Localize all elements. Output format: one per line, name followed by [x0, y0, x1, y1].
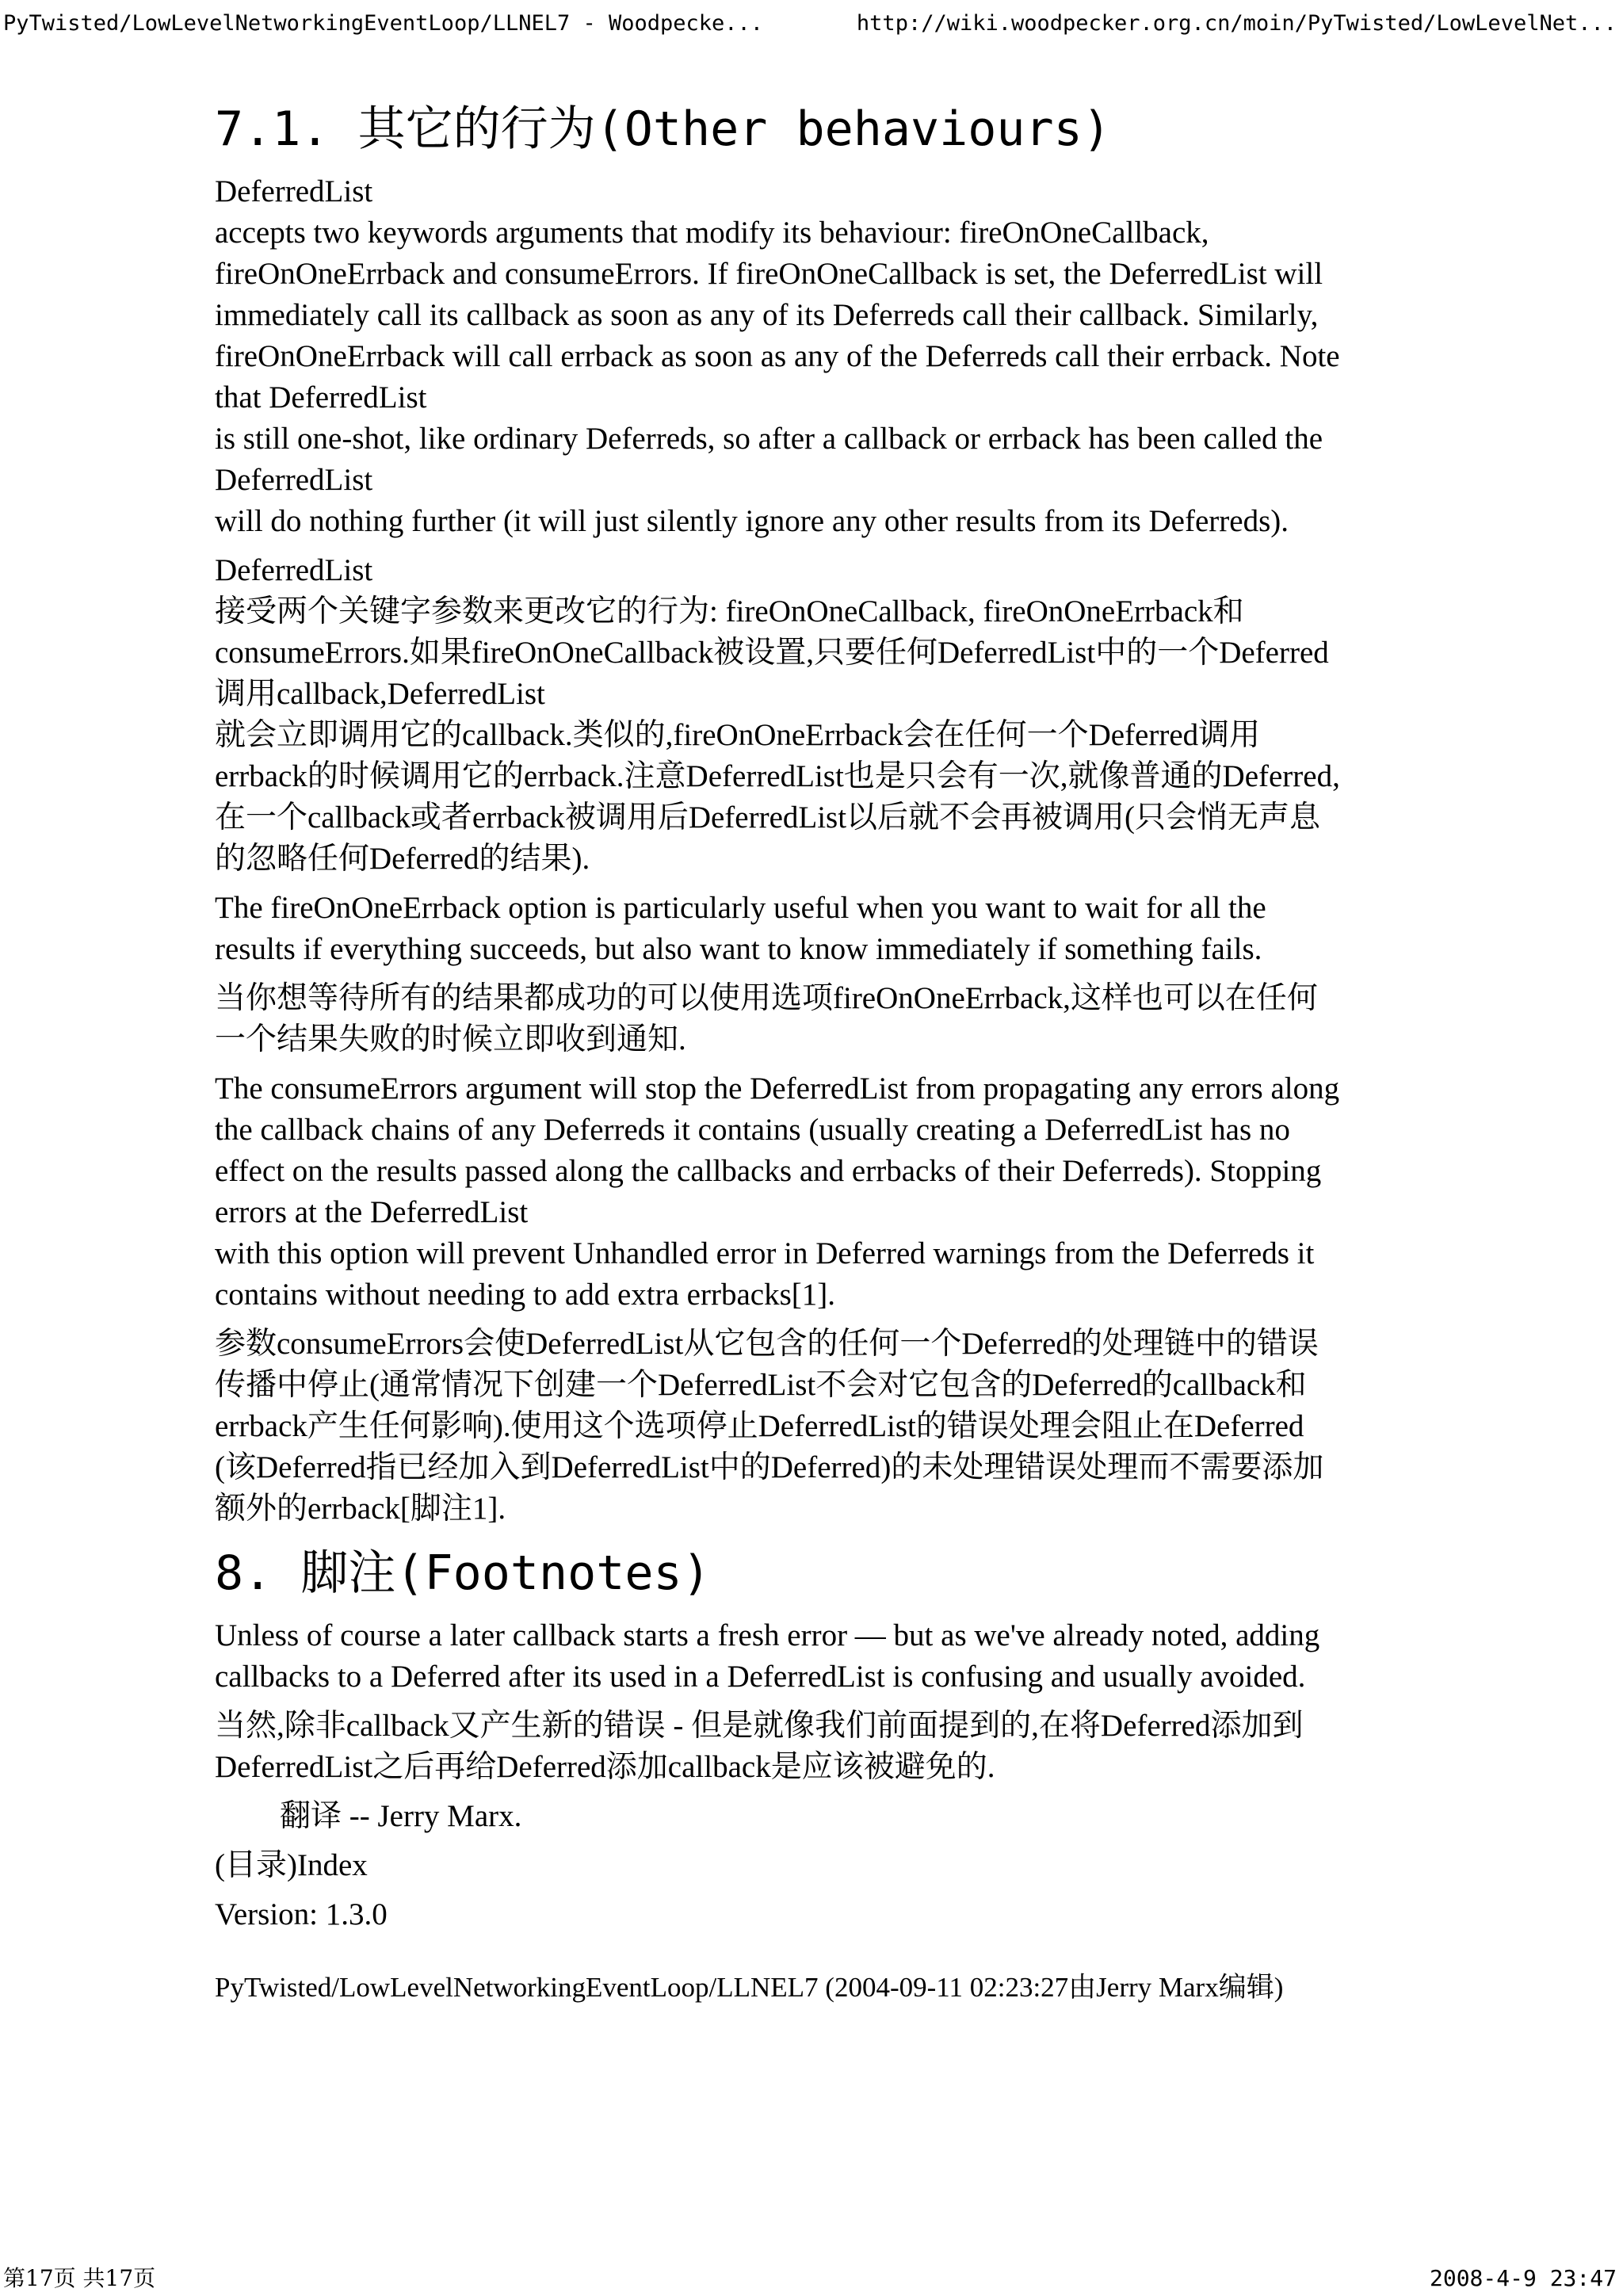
paragraph-footnote-en [215, 1615, 1419, 1698]
text-line: DeferredList [215, 174, 373, 208]
text-line: 参数consumeErrors会使DeferredList从它包含的任何一个Deferred的处理链中的错误 [215, 1327, 1319, 1361]
text-line: callbacks to a Deferred after its used in a DeferredList is confusing and usually avoided. [215, 1660, 1306, 1694]
page-content [215, 94, 1419, 2016]
text-line: The fireOnOneErrback option is particularly useful when you want to wait for all the [215, 891, 1266, 925]
header-url: http://wiki.woodpecker.org.cn/moin/PyTwisted/LowLevelNet... [856, 11, 1617, 36]
page-edit-info: PyTwisted/LowLevelNetworkingEventLoop/LLNEL7 (2004-09-11 02:23:27由Jerry Marx编辑) [215, 1972, 1284, 2003]
paragraph-fireononeerrback-en [215, 888, 1419, 970]
text-line: is still one-shot, like ordinary Deferreds, so after a callback or errback has been called the [215, 422, 1323, 456]
text-line: fireOnOneErrback and consumeErrors. If fireOnOneCallback is set, the DeferredList will [215, 257, 1323, 291]
text-line: The consumeErrors argument will stop the DeferredList from propagating any errors along [215, 1072, 1340, 1106]
text-line: will do nothing further (it will just silently ignore any other results from its Deferreds). [215, 504, 1289, 538]
page-edit-info-block [215, 1967, 1419, 2008]
text-line: 当你想等待所有的结果都成功的可以使用选项fireOnOneErrback,这样也可以在任何 [215, 981, 1318, 1015]
text-line: consumeErrors.如果fireOnOneCallback被设置,只要任何DeferredList中的一个Deferred [215, 636, 1329, 670]
translator-credit [215, 1796, 1419, 1837]
text-line: the callback chains of any Deferreds it contains (usually creating a DeferredList has no [215, 1113, 1290, 1147]
text-line: 额外的errback[脚注1]. [215, 1492, 506, 1526]
index-link-block [215, 1845, 1419, 1886]
header-page-title: PyTwisted/LowLevelNetworkingEventLoop/LLNEL7 - Woodpecke... [3, 11, 764, 36]
text-line: 调用callback,DeferredList [215, 677, 545, 711]
text-line: 的忽略任何Deferred的结果). [215, 842, 590, 876]
text-line: (该Deferred指已经加入到DeferredList中的Deferred)的未处理错误处理而不需要添加 [215, 1450, 1324, 1484]
text-line: 接受两个关键字参数来更改它的行为: fireOnOneCallback, fireOnOneErrback和 [215, 594, 1244, 628]
section-heading-other-behaviours: 7.1. 其它的行为(Other behaviours) [215, 101, 1111, 157]
text-line: 在一个callback或者errback被调用后DeferredList以后就不会再被调用(只会悄无声息 [215, 800, 1321, 835]
text-line: Unless of course a later callback starts a fresh error — but as we've already noted, adding [215, 1618, 1320, 1652]
text-line: that DeferredList [215, 380, 427, 415]
version-text: Version: 1.3.0 [215, 1897, 388, 1931]
paragraph-consumeerrors-zh [215, 1324, 1419, 1530]
text-line: 一个结果失败的时候立即收到通知. [215, 1022, 686, 1056]
text-line: 当然,除非callback又产生新的错误 - 但是就像我们前面提到的,在将Deferred添加到 [215, 1709, 1304, 1743]
paragraph-consumeerrors-en [215, 1068, 1419, 1316]
text-line: immediately call its callback as soon as any of its Deferreds call their callback. Similarly, [215, 298, 1319, 332]
print-footer [0, 2263, 1623, 2294]
footer-page-number: 第17页 共17页 [3, 2265, 156, 2291]
text-line: contains without needing to add extra errbacks[1]. [215, 1278, 835, 1312]
translator-text: 翻译 -- Jerry Marx. [280, 1799, 522, 1833]
text-line: DeferredList [215, 463, 373, 497]
footer-timestamp: 2008-4-9 23:47 [1429, 2265, 1617, 2291]
text-line: errback的时候调用它的errback.注意DeferredList也是只会有一次,就像普通的Deferred, [215, 759, 1340, 793]
text-line: effect on the results passed along the callbacks and errbacks of their Deferreds). Stopping [215, 1154, 1322, 1188]
text-line: accepts two keywords arguments that modify its behaviour: fireOnOneCallback, [215, 216, 1209, 250]
text-line: DeferredList之后再给Deferred添加callback是应该被避免的. [215, 1750, 995, 1784]
text-line: errors at the DeferredList [215, 1195, 529, 1229]
paragraph-deferredlist-keywords-zh [215, 550, 1419, 880]
paragraph-fireononeerrback-zh [215, 978, 1419, 1060]
spacer [215, 1943, 1419, 1967]
text-line: errback产生任何影响).使用这个选项停止DeferredList的错误处理会阻止在Deferred [215, 1409, 1304, 1443]
text-line: 就会立即调用它的callback.类似的,fireOnOneErrback会在任何一个Deferred调用 [215, 718, 1261, 752]
text-line: with this option will prevent Unhandled error in Deferred warnings from the Deferreds it [215, 1236, 1315, 1270]
section-heading-footnotes: 8. 脚注(Footnotes) [215, 1545, 711, 1601]
text-line: results if everything succeeds, but also want to know immediately if something fails. [215, 932, 1262, 966]
text-line: DeferredList [215, 553, 373, 587]
paragraph-deferredlist-keywords-en [215, 171, 1419, 542]
print-header [0, 6, 1623, 41]
paragraph-footnote-zh [215, 1706, 1419, 1788]
text-line: 传播中停止(通常情况下创建一个DeferredList不会对它包含的Deferred的callback和 [215, 1368, 1307, 1402]
version-block [215, 1894, 1419, 1935]
text-line: fireOnOneErrback will call errback as soon as any of the Deferreds call their errback. Note [215, 339, 1340, 373]
index-link[interactable]: (目录)Index [215, 1848, 368, 1882]
